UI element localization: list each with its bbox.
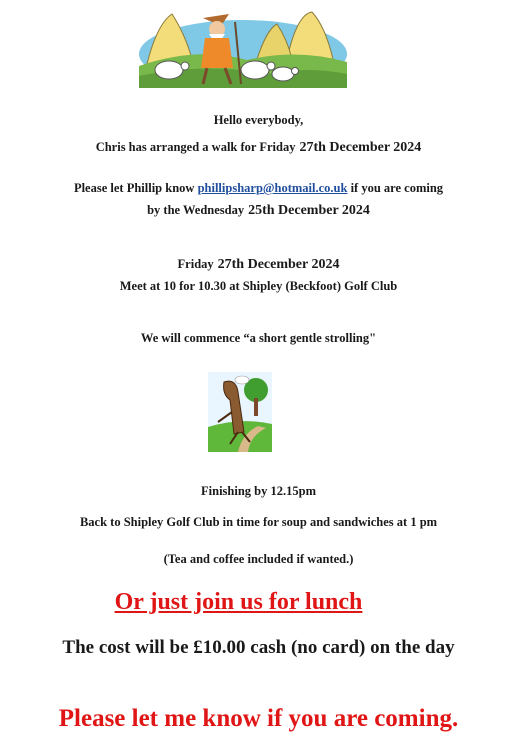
- event-day: Friday: [177, 257, 214, 271]
- commence-text: We will commence “a short gentle strolling": [140, 331, 377, 345]
- closing-text: Please let me know if you are coming.: [58, 705, 459, 732]
- rsvp-by-line: [0, 201, 517, 219]
- lunch-only-heading: Or just join us for lunch: [114, 589, 363, 615]
- rsvp-by-text: by the Wednesday: [147, 203, 245, 217]
- arranged-text: Chris has arranged a walk for Friday: [95, 140, 296, 154]
- event-date-line: [0, 255, 517, 273]
- walking-tree-illustration: [208, 372, 272, 452]
- rsvp-line: [0, 181, 517, 196]
- meet-text: Meet at 10 for 10.30 at Shipley (Beckfoot) Golf Club: [119, 279, 398, 293]
- rsvp-by-date: 25th December 2024: [248, 203, 370, 218]
- shepherd-sheep-illustration: [137, 4, 349, 92]
- finish-text: Finishing by 12.15pm: [201, 484, 316, 498]
- greeting: Hello everybody,: [213, 113, 304, 127]
- rsvp-suffix: if you are coming: [350, 181, 444, 195]
- drinks-text: (Tea and coffee included if wanted.): [163, 552, 354, 566]
- rsvp-prefix: Please let Phillip know: [73, 181, 195, 195]
- email-link[interactable]: phillipsharp@hotmail.co.uk: [197, 181, 348, 195]
- arranged-date: 27th December 2024: [299, 140, 422, 155]
- arranged-line: [0, 138, 517, 156]
- lunch-text: Back to Shipley Golf Club in time for soup and sandwiches at 1 pm: [79, 515, 438, 529]
- cost-text: The cost will be £10.00 cash (no card) on the day: [62, 637, 455, 658]
- event-date: 27th December 2024: [217, 257, 340, 272]
